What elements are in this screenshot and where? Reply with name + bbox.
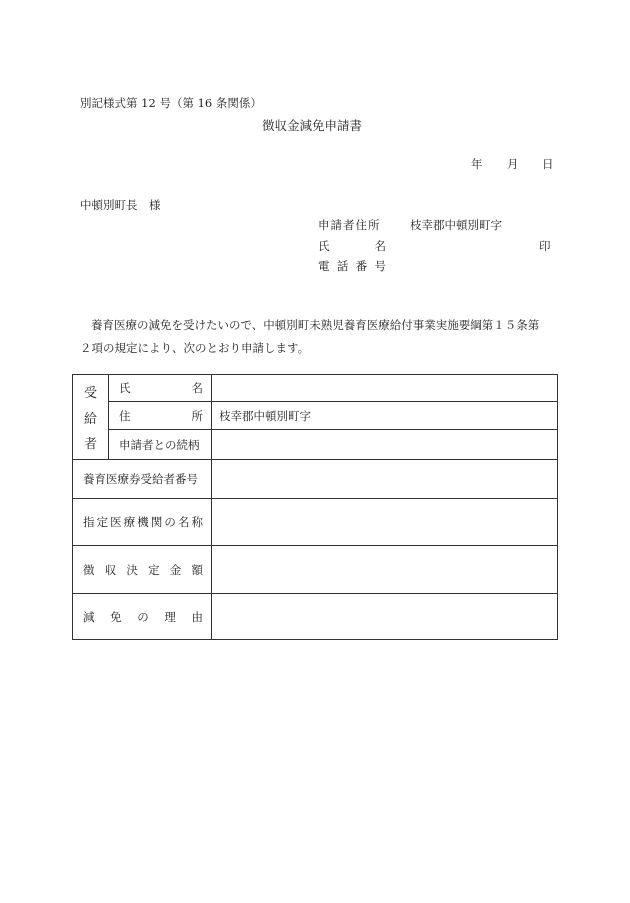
applicant-name-label-char: 氏	[318, 239, 330, 253]
table-row	[73, 460, 558, 499]
applicant-phone-label-char: 号	[374, 259, 386, 273]
form-number: 別記様式第 12 号（第 16 条関係）	[80, 96, 262, 110]
institution-label-char: 療	[123, 515, 136, 529]
relation-label: 申請者との続柄	[109, 430, 212, 460]
recipient-address-field[interactable]: 枝幸郡中頓別町字	[212, 402, 558, 430]
recipient-name-label-char: 氏	[119, 381, 131, 395]
relation-field[interactable]	[212, 430, 558, 460]
recipient-name-field[interactable]	[212, 375, 558, 402]
amount-label-char: 決	[126, 562, 138, 577]
recipient-group-cell	[73, 375, 109, 460]
institution-label	[73, 499, 212, 546]
institution-label-char: 医	[110, 515, 122, 529]
body-text-line1: 養育医療の減免を受けたいので、中頓別町未熟児養育医療給付事業実施要綱第１５条第	[91, 318, 540, 332]
amount-label-char: 額	[191, 562, 203, 577]
applicant-address-label: 申請者住所	[318, 218, 381, 232]
table-row	[73, 375, 558, 402]
application-table	[72, 374, 558, 640]
institution-label-char: 称	[191, 515, 203, 529]
applicant-phone-label-char: 話	[336, 259, 349, 273]
institution-label-char: 名	[177, 515, 190, 529]
institution-label-char: の	[164, 515, 176, 529]
table-row	[73, 499, 558, 546]
applicant-phone-label-char: 電	[318, 259, 330, 273]
institution-label-char: 機	[137, 515, 149, 529]
reason-field[interactable]	[212, 594, 558, 640]
document-title: 徴収金減免申請書	[262, 118, 363, 133]
applicant-phone-label	[318, 259, 386, 273]
cert-number-label: 養育医療券受給者番号	[73, 460, 212, 499]
table-row	[73, 402, 558, 430]
date-day: 日	[542, 157, 554, 171]
amount-label-char: 収	[104, 562, 117, 577]
reason-label-char: 免	[110, 609, 122, 624]
applicant-name-label	[318, 239, 386, 253]
amount-label-char: 定	[148, 562, 160, 577]
recipient-group-char: 者	[83, 437, 97, 452]
reason-label-char: 理	[164, 609, 176, 624]
recipient-group-char: 受	[83, 386, 97, 401]
recipient-address-label	[109, 402, 212, 430]
table-row	[73, 430, 558, 460]
addressee: 中頓別町長 様	[80, 198, 161, 212]
amount-label-char: 徴	[83, 562, 95, 577]
body-text-line2: ２項の規定により、次のとおり申請します。	[80, 341, 310, 355]
table-row	[73, 546, 558, 594]
amount-field[interactable]	[212, 546, 558, 594]
seal-mark: 印	[539, 239, 551, 253]
reason-label-char: 由	[191, 609, 203, 624]
table-row	[73, 594, 558, 640]
recipient-name-label-char: 名	[191, 381, 203, 395]
institution-field[interactable]	[212, 499, 558, 546]
applicant-address-value: 枝幸郡中頓別町字	[410, 218, 502, 232]
applicant-phone-label-char: 番	[355, 259, 368, 273]
recipient-address-label-char: 住	[119, 408, 131, 423]
date-year: 年	[471, 157, 483, 171]
recipient-name-label	[109, 375, 212, 402]
reason-label-char: 減	[83, 609, 95, 624]
date-month: 月	[507, 157, 519, 171]
recipient-address-label-char: 所	[191, 408, 203, 423]
institution-label-char: 関	[150, 515, 163, 529]
reason-label-char: の	[137, 609, 149, 624]
amount-label-char: 金	[169, 562, 182, 577]
institution-label-char: 指	[83, 515, 95, 529]
cert-number-field[interactable]	[212, 460, 558, 499]
applicant-name-label-char: 名	[374, 239, 386, 253]
institution-label-char: 定	[96, 515, 109, 529]
recipient-group-char: 給	[83, 411, 97, 427]
amount-label	[73, 546, 212, 594]
reason-label	[73, 594, 212, 640]
